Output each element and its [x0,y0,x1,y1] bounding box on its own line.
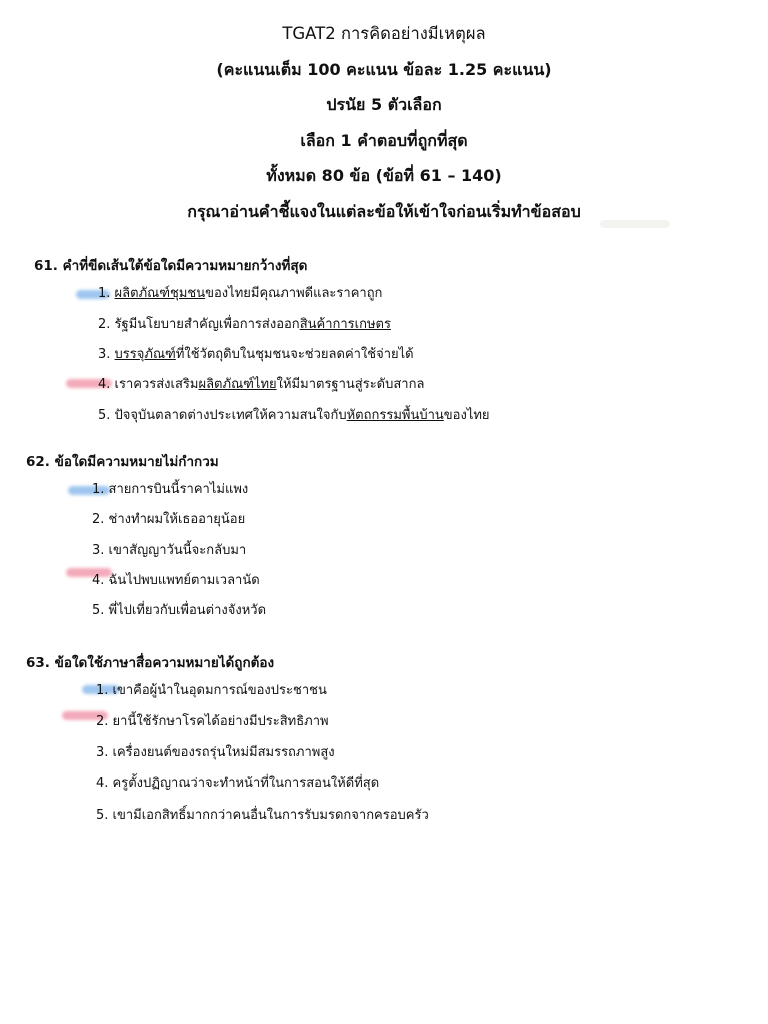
smudge-mark [600,220,670,228]
option-text: ให้มีมาตรฐานสู่ระดับสากล [276,377,425,392]
question-61-option-1[interactable] [98,284,382,304]
question-61-option-5[interactable] [98,406,490,426]
option-text: รัฐมีนโยบายสำคัญเพื่อการส่งออก [114,317,300,332]
option-number: 5. [98,408,115,423]
underlined-word: ผลิตภัณฑ์ไทย [198,377,277,392]
question-63-option-3[interactable]: 3. เครื่องยนต์ของรถรุ่นใหม่มีสมรรถภาพสูง [96,745,335,760]
exam-title: TGAT2 การคิดอย่างมีเหตุผล [282,24,486,43]
option-number: 1. [98,286,115,301]
question-62-option-1[interactable]: 1. สายการบินนี้ราคาไม่แพง [92,482,249,497]
option-number: 2. [98,317,115,332]
option-number: 4. [98,377,115,392]
question-63-option-1[interactable]: 1. เขาคือผู้นำในอุดมการณ์ของประชาชน [96,683,327,698]
question-63-option-5[interactable]: 5. เขามีเอกสิทธิ์มากกว่าคนอื่นในการรับมรดกจากครอบครัว [96,808,429,823]
question-61-option-2[interactable] [98,315,391,335]
question-62-option-2[interactable]: 2. ช่างทำผมให้เธออายุน้อย [92,512,246,527]
underlined-word: หัตถกรรมพื้นบ้าน [346,408,444,423]
question-62-option-5[interactable]: 5. พี่ไปเที่ยวกับเพื่อนต่างจังหวัด [92,603,267,618]
question-61-title: 61. คำที่ขีดเส้นใต้ข้อใดมีความหมายกว้างที่สุด [34,258,308,274]
question-63-option-4[interactable]: 4. ครูตั้งปฏิญาณว่าจะทำหน้าที่ในการสอนให้ดีที่สุด [96,776,380,791]
underlined-word: สินค้าการเกษตร [299,317,391,332]
question-61-option-3[interactable] [98,345,414,365]
exam-score-info: (คะแนนเต็ม 100 คะแนน ข้อละ 1.25 คะแนน) [216,59,552,79]
option-text: เราควรส่งเสริม [114,377,199,392]
question-61-option-4[interactable] [98,375,424,395]
question-62-title: 62. ข้อใดมีความหมายไม่กำกวม [26,454,219,470]
underlined-word: บรรจุภัณฑ์ [114,347,176,362]
exam-question-range: ทั้งหมด 80 ข้อ (ข้อที่ 61 – 140) [266,166,502,185]
exam-instruction-choose: เลือก 1 คำตอบที่ถูกที่สุด [300,130,468,150]
underlined-word: ผลิตภัณฑ์ชุมชน [114,286,206,301]
question-62-option-4[interactable]: 4. ฉันไปพบแพทย์ตามเวลานัด [92,573,260,588]
question-63-title: 63. ข้อใดใช้ภาษาสื่อความหมายได้ถูกต้อง [26,655,275,671]
option-number: 3. [98,347,115,362]
exam-instruction-read: กรุณาอ่านคำชี้แจงในแต่ละข้อให้เข้าใจก่อนเริ่มทำข้อสอบ [187,201,581,221]
exam-format: ปรนัย 5 ตัวเลือก [326,95,442,114]
option-text: ของไทย [443,408,490,423]
exam-header [0,22,768,235]
question-63-option-2[interactable]: 2. ยานี้ใช้รักษาโรคได้อย่างมีประสิทธิภาพ [96,714,329,729]
option-text: ที่ใช้วัตถุดิบในชุมชนจะช่วยลดค่าใช้จ่ายได้ [175,347,414,362]
option-text: ปัจจุบันตลาดต่างประเทศให้ความสนใจกับ [114,408,347,423]
option-text: ของไทยมีคุณภาพดีและราคาถูก [205,286,383,301]
question-62-option-3[interactable]: 3. เขาสัญญาวันนี้จะกลับมา [92,543,247,558]
